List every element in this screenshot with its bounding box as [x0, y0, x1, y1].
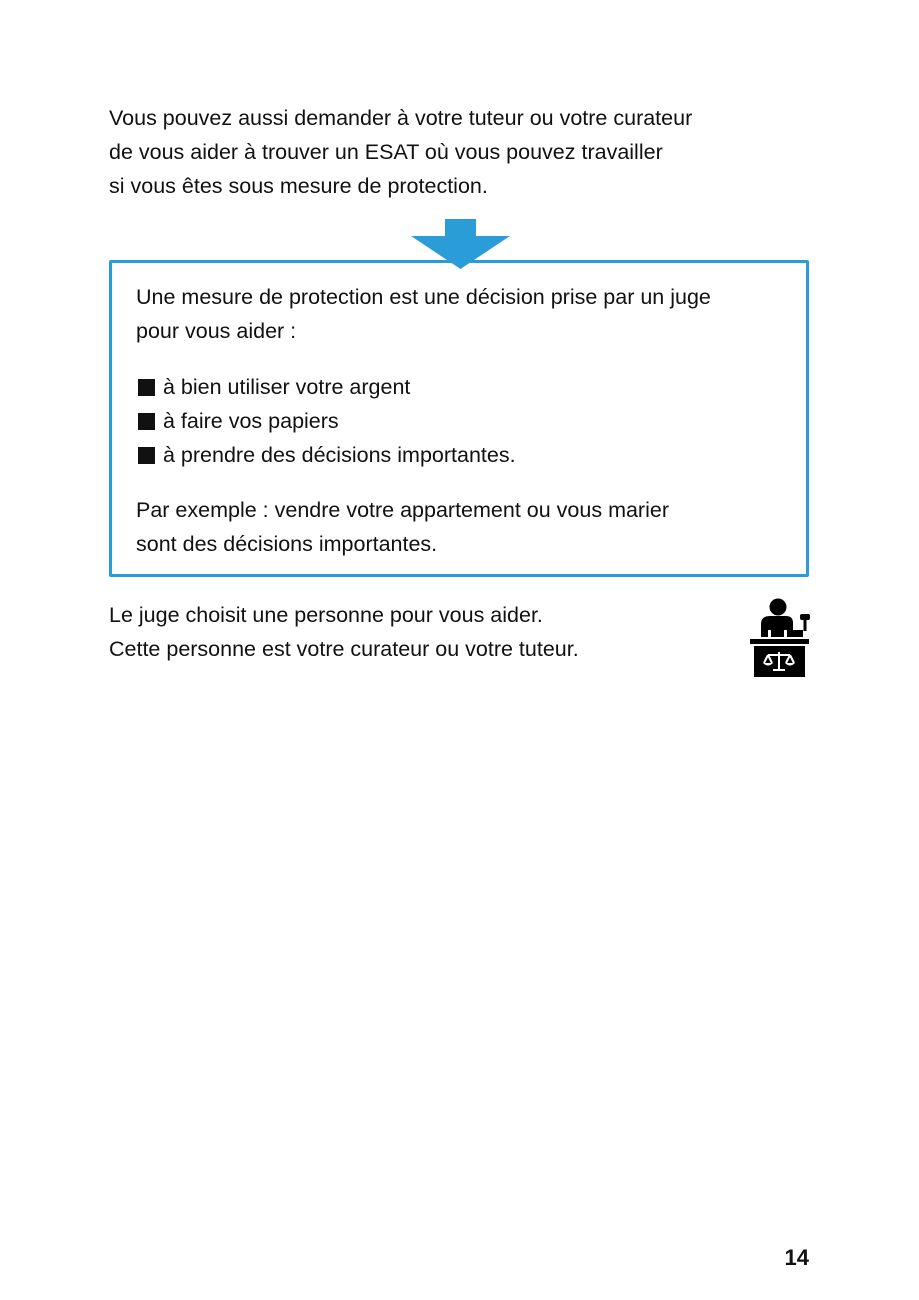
list-item-label: à prendre des décisions importantes. — [163, 443, 516, 467]
definition-line: pour vous aider : — [136, 319, 297, 343]
definition-paragraph — [136, 280, 711, 348]
arrow-down-icon — [411, 219, 510, 271]
bullet-list — [138, 370, 516, 472]
list-item — [138, 370, 516, 404]
list-item-label: à bien utiliser votre argent — [163, 375, 411, 399]
list-item-label: à faire vos papiers — [163, 409, 339, 433]
list-item — [138, 404, 516, 438]
example-paragraph — [136, 493, 669, 561]
definition-line: Une mesure de protection est une décision prise par un juge — [136, 285, 711, 309]
outro-line: Le juge choisit une personne pour vous aider. — [109, 603, 543, 627]
page-number: 14 — [784, 1245, 809, 1270]
square-bullet-icon — [138, 413, 155, 430]
protection-info-box — [109, 260, 809, 577]
example-line: Par exemple : vendre votre appartement ou vous marier — [136, 498, 669, 522]
example-line: sont des décisions importantes. — [136, 532, 438, 556]
square-bullet-icon — [138, 447, 155, 464]
outro-paragraph — [109, 598, 579, 666]
square-bullet-icon — [138, 379, 155, 396]
intro-line: de vous aider à trouver un ESAT où vous pouvez travailler — [109, 140, 663, 164]
intro-paragraph — [109, 101, 829, 203]
intro-line: si vous êtes sous mesure de protection. — [109, 174, 488, 198]
intro-line: Vous pouvez aussi demander à votre tuteur ou votre curateur — [109, 106, 693, 130]
judge-icon — [748, 597, 810, 679]
list-item — [138, 438, 516, 472]
outro-line: Cette personne est votre curateur ou votre tuteur. — [109, 637, 579, 661]
